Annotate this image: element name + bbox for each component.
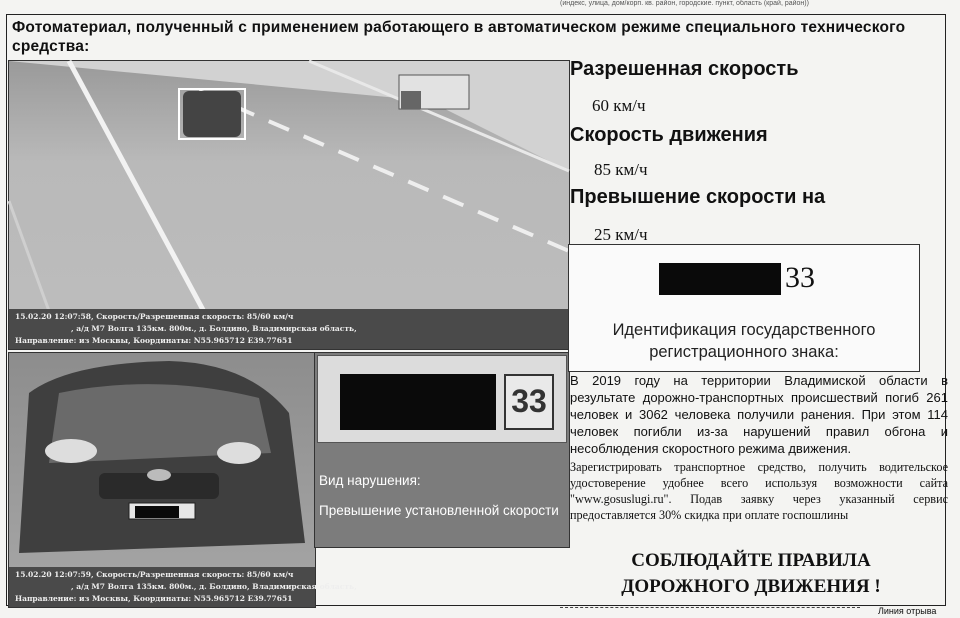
actual-speed-value: 85 км/ч: [594, 160, 648, 179]
accident-statistics-text: В 2019 году на территории Владимиской области в результате дорожно-транспортных происшествий погиб 261 человек и 3062 человека получили ранения. При этом 114 человек погибли из-за нарушений правил обгона и несоблюдения скоростного режима движения.: [570, 373, 948, 456]
plate-suffix: 33: [785, 261, 815, 294]
caption-line: 15.02.20 12:07:58, Скорость/Разрешенная скорость: 85/60 км/ч: [15, 312, 294, 321]
car-photo-caption: [9, 567, 357, 607]
caption-line: 15.02.20 12:07:59, Скорость/Разрешенная скорость: 85/60 км/ч: [15, 570, 294, 579]
plate-identification-caption: Идентификация государственного регистрационного знака:: [612, 321, 876, 361]
excess-speed-value: 25 км/ч: [594, 225, 648, 244]
photo-material-header: Фотоматериал, полученный с применением работающего в автоматическом режиме специального технического средства:: [12, 19, 906, 55]
actual-speed-label: Скорость движения: [570, 124, 768, 146]
road-photo-caption: [9, 309, 569, 349]
top-cut-text: (индекс, улица, дом/корп. кв. район, городские. пункт, область (край, район)): [560, 0, 809, 7]
allowed-speed-label: Разрешенная скорость: [570, 58, 799, 80]
tear-line: [560, 607, 860, 608]
allowed-speed-value: 60 км/ч: [592, 96, 646, 115]
caption-line: , а/д М7 Волга 135км. 800м., д. Болдино, Владимирская область,: [71, 324, 357, 333]
violation-value: Превышение установленной скорости: [319, 503, 559, 518]
plate-crop-panel: [314, 352, 570, 548]
redacted-plate-number: [659, 263, 781, 295]
violation-info: [319, 471, 559, 521]
plate-crop: [317, 355, 567, 443]
excess-speed-label: Превышение скорости на: [570, 186, 826, 208]
caption-line: , а/д М7 Волга 135км. 800м., д. Болдино, Владимирская область,: [71, 582, 357, 591]
redacted-plate: [135, 506, 179, 518]
caption-line: Направление: из Москвы, Координаты: N55.965712 E39.77651: [15, 594, 293, 603]
gosuslugi-notice: Зарегистрировать транспортное средство, получить водительское удостоверение удобнее всего используя возможности сайта "www.gosuslugi.ru". Подав заявку через указанный сервис предоставляется 30% скидка при оплате госпошлины: [570, 460, 948, 522]
plate-identification-box: [568, 244, 920, 372]
caption-line: Направление: из Москвы, Координаты: N55.965712 E39.77651: [15, 336, 293, 345]
tear-line-label: Линия отрыва: [878, 606, 937, 616]
car-closeup-photo: [8, 352, 357, 608]
road-photo: [8, 60, 570, 350]
road-scene: [9, 61, 569, 349]
redacted-plate-number: [340, 374, 496, 430]
plate-region-code: 33: [504, 374, 554, 430]
violation-label: Вид нарушения:: [319, 473, 421, 488]
traffic-rules-slogan: СОБЛЮДАЙТЕ ПРАВИЛА ДОРОЖНОГО ДВИЖЕНИЯ !: [621, 550, 881, 597]
